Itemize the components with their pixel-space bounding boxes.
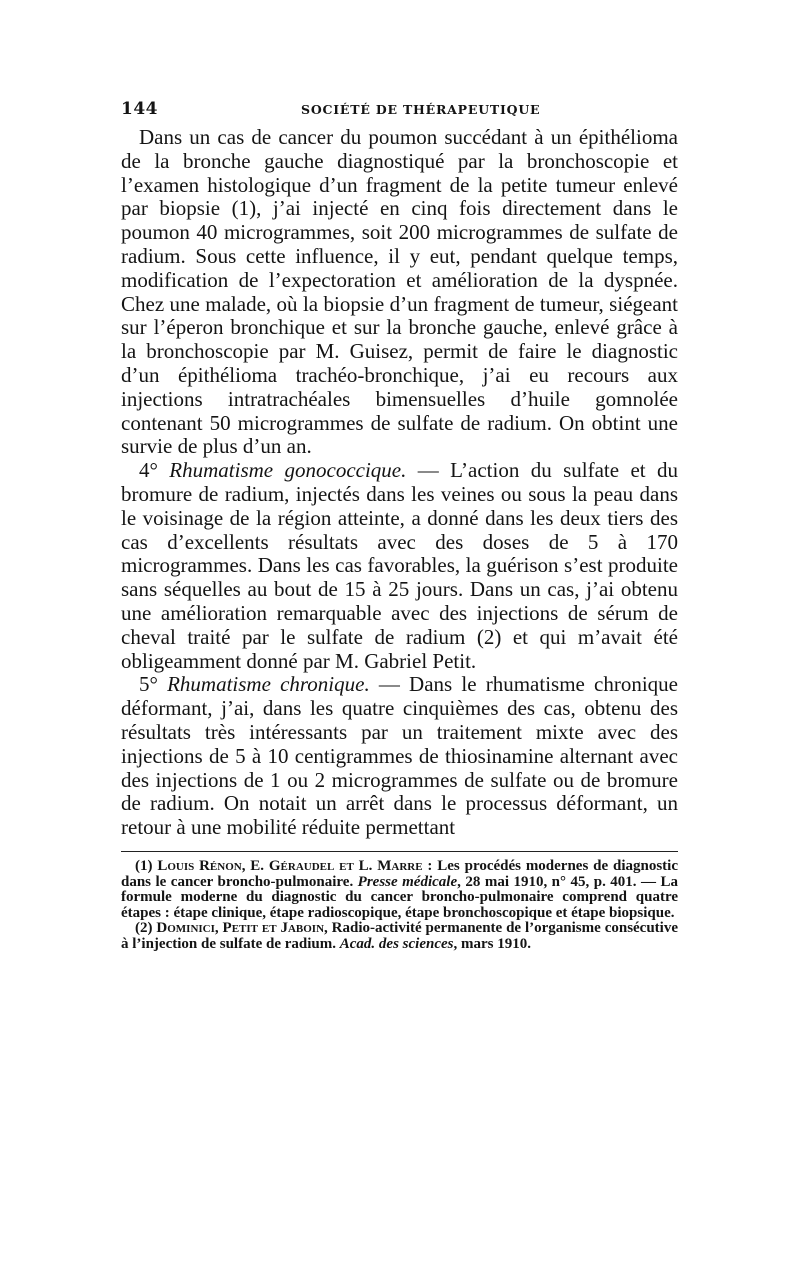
journal-title: SOCIÉTÉ DE THÉRAPEUTIQUE <box>301 102 541 117</box>
footnote-authors: Louis Rénon, E. Géraudel et L. Marre <box>157 857 423 874</box>
footnotes <box>121 859 678 953</box>
section-number: 4° <box>139 458 158 483</box>
paragraph-lung-cancer: Dans un cas de cancer du poumon succédant à un épithélioma de la bronche gauche diagnostiqué par la bronchoscopie et l’examen histologique d’un fragment de la petite tumeur enlevé par biopsie (1), j’ai injecté en cinq fois directement dans le poumon 40 microgrammes, soit 200 microgrammes de sulfate de radium. Sous cette influence, il y eut, pendant quelque temps, modification de l’expectoration et amélioration de la dyspnée. Chez une malade, où la biopsie d’un fragment de tumeur, siégeant sur l’éperon bronchique et sur la bronche gauche, enlevé grâce à la bronchoscopie par M. Guisez, permit de faire le diagnostic d’un épithélioma trachéo-bronchique, j’ai eu recours aux injections intratrachéales bimensuelles d’huile gomnolée contenant 50 microgrammes de sulfate de radium. On obtint une survie de plus d’un an. <box>121 125 678 459</box>
footnote-text: , 28 mai 1910, n° 45, p. 401. — La formule moderne du diagnostic du cancer broncho-pulmonaire comprend quatre étapes : étape clinique, étape radioscopique, étape bronchoscopique et étape biopsique. <box>121 873 678 921</box>
section-title: Rhumatisme chronique. <box>167 672 370 697</box>
footnote-journal: Presse médicale <box>357 873 458 890</box>
section-text: — Dans le rhumatisme chronique déformant, j’ai, dans les quatre cinquièmes des cas, obtenu des résultats très intéressants par un traitement mixte avec des injections de 5 à 10 centigrammes de thiosinamine alternant avec des injections de 1 ou 2 microgrammes de sulfate ou de bromure de radium. On notait un arrêt dans le processus déformant, un retour à une mobilité réduite permettant <box>121 672 678 840</box>
page-number: 144 <box>121 99 158 119</box>
section-text: — L’action du sulfate et du bromure de radium, injectés dans les veines ou sous la peau dans le voisinage de la région atteinte, a donné dans les deux tiers des cas d’excellents résultats avec des doses de 5 à 170 microgrammes. Dans les cas favorables, la guérison s’est produite sans séquelles au bout de 15 à 25 jours. Dans un cas, j’ai obtenu une amélioration remarquable avec des injections de sérum de cheval traité par le sulfate de radium (2) et qui m’avait été obligeamment donné par M. Gabriel Petit. <box>121 458 678 673</box>
footnote-text: , Radio-activité permanente de l’organisme consécutive à l’injection de sulfate de radium. <box>121 920 679 952</box>
footnote-authors: Dominici, Petit et Jaboin <box>156 920 325 937</box>
body-text <box>121 126 678 840</box>
paragraph-gonococcal-rheumatism <box>121 459 678 673</box>
footnote-marker: (1) <box>135 857 153 874</box>
section-number: 5° <box>139 672 158 697</box>
section-title: Rhumatisme gonococcique. <box>169 458 407 483</box>
footnote-1 <box>121 859 678 921</box>
footnote-text: : Les procédés modernes de diagnostic dans le cancer broncho-pulmonaire. <box>121 857 678 890</box>
footnote-2 <box>121 921 678 952</box>
running-head <box>121 96 678 126</box>
footnote-text: , mars 1910. <box>453 935 531 952</box>
book-page <box>121 96 678 952</box>
paragraph-chronic-rheumatism <box>121 673 678 840</box>
footnote-marker: (2) <box>135 920 153 937</box>
footnote-rule <box>121 851 678 852</box>
footnote-journal: Acad. des sciences <box>339 935 454 952</box>
